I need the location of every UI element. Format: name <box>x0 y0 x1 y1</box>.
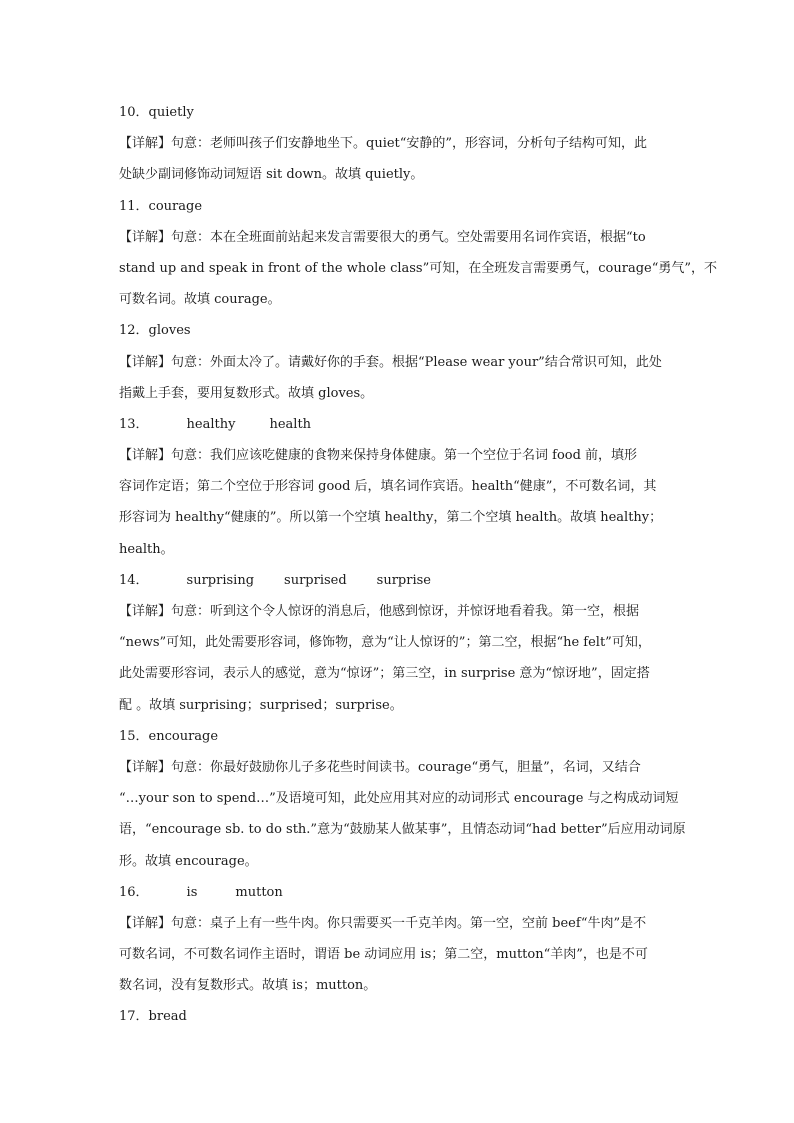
item-number: 14． <box>119 572 149 588</box>
explanation-line: stand up and speak in front of the whole class”可知，在全班发言需要勇气，courage“勇气”，不 <box>119 260 718 276</box>
explanation-line: 【详解】句意：我们应该吃健康的食物来保持身体健康。第一个空位于名词 food 前，填形 <box>119 448 638 464</box>
item-number: 11． <box>119 198 149 214</box>
explanation-line: 语，“encourage sb. to do sth.”意为“鼓励某人做某事”，且情态动词“had better”后应用动词原 <box>119 822 686 838</box>
explanation-line: 指戴上手套，要用复数形式。故填 gloves。 <box>119 385 374 401</box>
answer-line-16 <box>119 877 676 908</box>
explanation-line: “…your son to spend…”及语境可知，此处应用其对应的动词形式 encourage 与之构成动词短 <box>119 791 679 807</box>
answer-line-11 <box>119 191 676 222</box>
answer-line-10 <box>119 97 676 128</box>
explanation-line: 处缺少副词修饰动词短语 sit down。故填 quietly。 <box>119 167 424 183</box>
answer-text: surprise <box>376 572 431 588</box>
explanation-line: 【详解】句意：本在全班面前站起来发言需要很大的勇气。空处需要用名词作宾语，根据“to <box>119 229 646 245</box>
answer-text: is <box>186 884 198 900</box>
explanation-line: 【详解】句意：听到这个令人惊讶的消息后，他感到惊讶，并惊讶地看着我。第一空，根据 <box>119 604 640 619</box>
answer-line-15 <box>119 721 676 752</box>
item-number: 13． <box>119 416 149 432</box>
explanation-line: 可数名词，不可数名词作主语时，谓语 be 动词应用 is；第二空，mutton“羊肉”，也是不可 <box>119 947 648 963</box>
answer-text: surprised <box>284 572 347 588</box>
explanation-line: 形容词为 healthy“健康的”。所以第一个空填 healthy，第二个空填 health。故填 healthy； <box>119 510 663 526</box>
answer-text: gloves <box>148 323 191 339</box>
explanation-line: 此处需要形容词，表示人的感觉，意为“惊讶”；第三空，in surprise 意为“惊讶地”，固定搭 <box>119 666 650 682</box>
answer-text: bread <box>148 1009 187 1025</box>
explanation-line: 【详解】句意：外面太冷了。请戴好你的手套。根据“Please wear your”结合常识可知，此处 <box>119 354 662 370</box>
item-number: 17． <box>119 1009 149 1025</box>
answer-line-17 <box>119 1001 676 1032</box>
explanation-line: 配 。故填 surprising；surprised；surprise。 <box>119 697 403 713</box>
explanation-line: 【详解】句意：老师叫孩子们安静地坐下。quiet“安静的”，形容词，分析句子结构可知，此 <box>119 136 648 152</box>
answer-text: quietly <box>148 105 194 120</box>
explanation-line: health。 <box>119 541 174 557</box>
answer-text: courage <box>148 198 203 214</box>
item-number: 12． <box>119 323 149 339</box>
explanation-line: 可数名词。故填 courage。 <box>119 292 281 308</box>
answer-text: encourage <box>148 728 219 744</box>
answer-text: health <box>269 416 312 432</box>
item-number: 15． <box>119 728 149 744</box>
answer-text: surprising <box>186 572 255 588</box>
explanation-line: 形。故填 encourage。 <box>119 853 258 869</box>
explanation-line: “news”可知，此处需要形容词，修饰物，意为“让人惊讶的”；第二空，根据“he felt”可知， <box>119 635 651 651</box>
answer-text: mutton <box>235 884 283 900</box>
answer-document <box>119 97 718 1033</box>
answer-line-14 <box>119 565 676 596</box>
answer-line-13 <box>119 409 676 440</box>
answer-text: healthy <box>186 416 236 432</box>
explanation-line: 数名词，没有复数形式。故填 is；mutton。 <box>119 978 377 994</box>
explanation-line: 容词作定语；第二个空位于形容词 good 后，填名词作宾语。health“健康”，不可数名词，其 <box>119 479 657 495</box>
item-number: 16． <box>119 884 149 900</box>
explanation-line: 【详解】句意：桌子上有一些牛肉。你只需要买一千克羊肉。第一空，空前 beef“牛肉”是不 <box>119 915 647 931</box>
explanation-line: 【详解】句意：你最好鼓励你儿子多花些时间读书。courage“勇气，胆量”，名词，又结合 <box>119 759 641 775</box>
item-number: 10． <box>119 105 149 120</box>
answer-line-12 <box>119 315 676 346</box>
